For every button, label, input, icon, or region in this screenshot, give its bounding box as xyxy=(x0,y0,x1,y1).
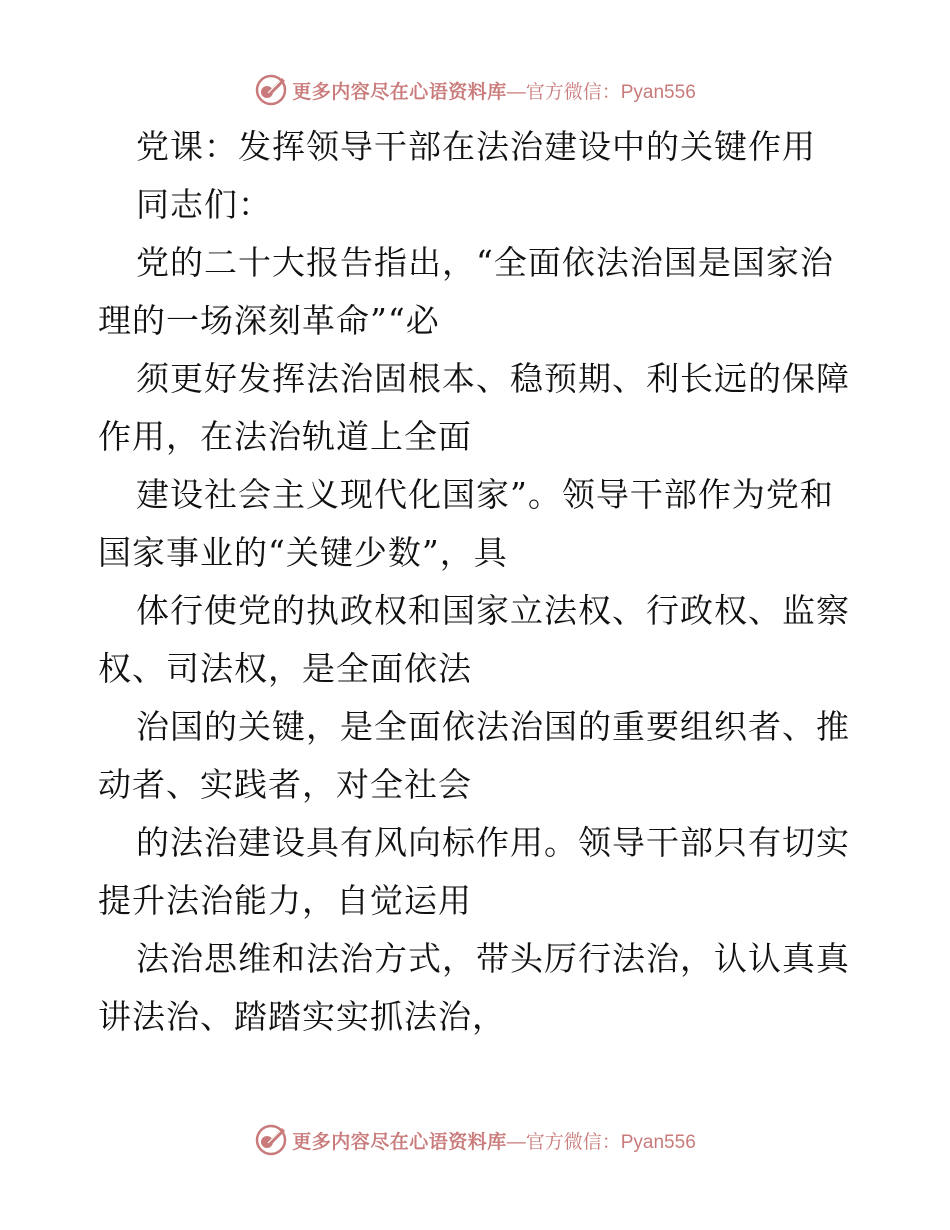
body-line: 作用，在法治轨道上全面 xyxy=(98,417,472,456)
body-line: 提升法治能力，自觉运用 xyxy=(98,881,472,920)
body-line: 须更好发挥法治固根本、稳预期、利长远的保障 xyxy=(136,359,850,398)
watermark-brand: 更多内容尽在心语资料库 xyxy=(292,80,507,103)
footer-watermark xyxy=(0,1120,950,1160)
body-line: 建设社会主义现代化国家”。领导干部作为党和 xyxy=(136,475,834,514)
pen-logo-icon xyxy=(254,1123,288,1157)
body-line: 权、司法权，是全面依法 xyxy=(98,649,472,688)
document-body xyxy=(98,118,858,1046)
body-line: 动者、实践者，对全社会 xyxy=(98,765,472,804)
body-line: 体行使党的执政权和国家立法权、行政权、监察 xyxy=(136,591,850,630)
body-line: 党的二十大报告指出，“全面依法治国是国家治 xyxy=(136,243,834,282)
body-line: 讲法治、踏踏实实抓法治， xyxy=(98,997,506,1036)
pen-logo-icon xyxy=(254,73,288,107)
body-line: 理的一场深刻革命”“必 xyxy=(98,301,440,340)
watermark-brand: 更多内容尽在心语资料库 xyxy=(292,1130,507,1153)
watermark-contact: —官方微信：Pyan556 xyxy=(506,1131,696,1153)
body-line: 的法治建设具有风向标作用。领导干部只有切实 xyxy=(136,823,850,862)
salutation: 同志们： xyxy=(136,185,272,224)
body-line: 治国的关键，是全面依法治国的重要组织者、推 xyxy=(136,707,850,746)
body-line: 法治思维和法治方式，带头厉行法治，认认真真 xyxy=(136,939,850,978)
body-line: 国家事业的“关键少数”，具 xyxy=(98,533,508,572)
document-title: 党课：发挥领导干部在法治建设中的关键作用 xyxy=(136,127,816,166)
header-watermark xyxy=(0,70,950,110)
watermark-contact: —官方微信：Pyan556 xyxy=(506,81,696,103)
